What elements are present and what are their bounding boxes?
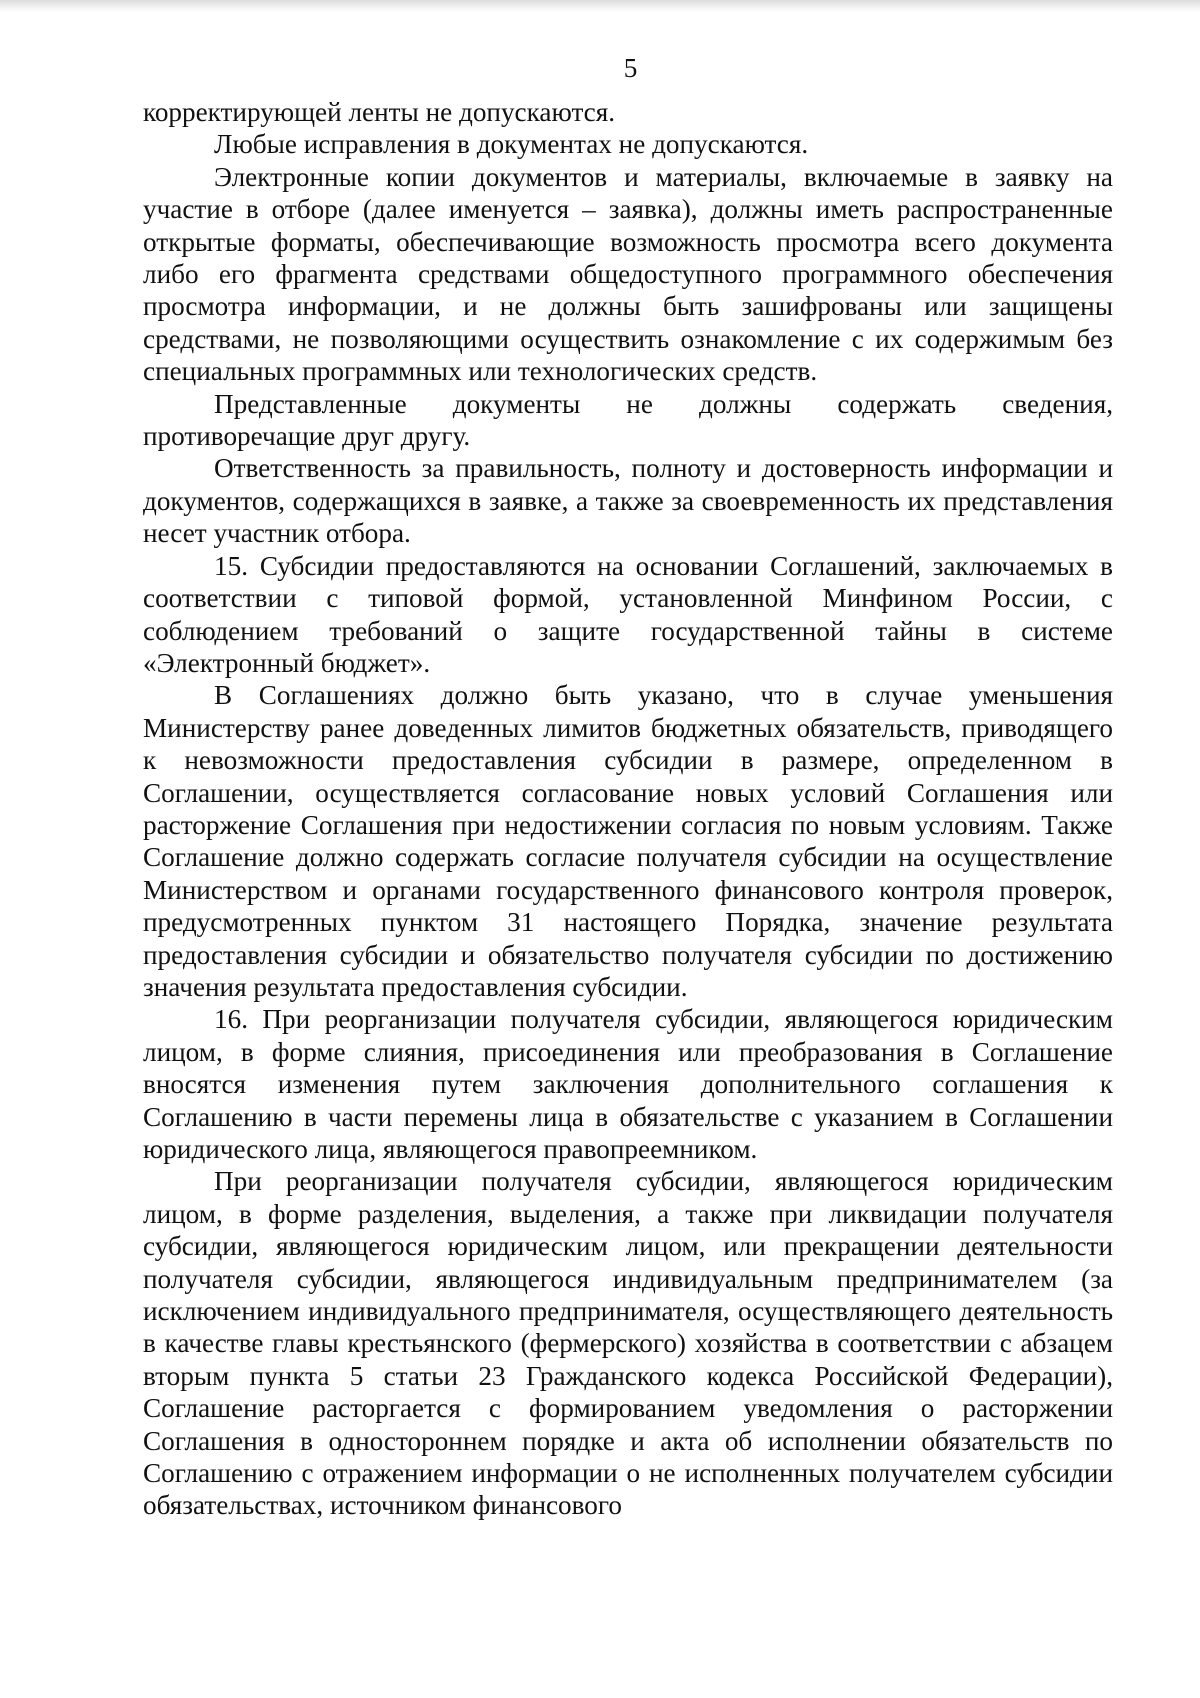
paragraph-continuation: корректирующей ленты не допускаются. xyxy=(143,97,616,127)
paragraph-electronic-copies: Электронные копии документов и материалы, включаемые в заявку на участие в отборе (далее именуется – заявка), должны иметь распространенные открытые форматы, обеспечивающие возможность просмотра всего документа либо его фрагмента средствами общедоступного программного обеспечения просмотра информации, и не должны быть зашифрованы или защищены средствами, не позволяющими осуществить ознакомление с их содержимым без специальных программных или технологических средств. xyxy=(143,161,1113,387)
paragraph-item-15: 15. Субсидии предоставляются на основании Соглашений, заключаемых в соответствии с типовой формой, установленной Минфином России, с соблюдением требований о защите государственной тайны в системе «Электронный бюджет». xyxy=(143,550,1113,678)
scan-top-edge xyxy=(0,0,1200,12)
paragraph-agreements-limits: В Соглашениях должно быть указано, что в случае уменьшения Министерству ранее доведенных лимитов бюджетных обязательств, приводящего к невозможности предоставления субсидии в размере, определенном в Соглашении, осуществляется согласование новых условий Соглашения или расторжение Соглашения при недостижении согласия по новым условиям. Также Соглашение должно содержать согласие получателя субсидии на осуществление Министерством и органами государственного финансового контроля проверок, предусмотренных пунктом 31 настоящего Порядка, значение результата предоставления субсидии и обязательство получателя субсидии по достижению значения результата предоставления субсидии. xyxy=(143,680,1113,1002)
paragraph-no-contradictions: Представленные документы не должны содержать сведения, противоречащие друг другу. xyxy=(143,388,1113,452)
paragraph-reorganization: При реорганизации получателя субсидии, являющегося юридическим лицом, в форме разделения, выделения, а также при ликвидации получателя субсидии, являющегося юридическим лицом, или прекращении деятельности получателя субсидии, являющегося индивидуальным предпринимателем (за исключением индивидуального предпринимателя, осуществляющего деятельность в качестве главы крестьянского (фермерского) хозяйства в соответствии с абзацем вторым пункта 5 статьи 23 Гражданского кодекса Российской Федерации), Соглашение расторгается с формированием уведомления о расторжении Соглашения в одностороннем порядке и акта об исполнении обязательств по Соглашению с отражением информации о не исполненных получателем субсидии обязательствах, источником финансового xyxy=(143,1166,1113,1521)
paragraph-responsibility: Ответственность за правильность, полноту и достоверность информации и документов, содержащихся в заявке, а также за своевременность их представления несет участник отбора. xyxy=(143,453,1113,549)
page-number: 5 xyxy=(623,53,638,83)
paragraph-corrections: Любые исправления в документах не допускаются. xyxy=(214,129,809,160)
paragraph-item-16: 16. При реорганизации получателя субсидии, являющегося юридическим лицом, в форме слияния, присоединения или преобразования в Соглашение вносятся изменения путем заключения дополнительного соглашения к Соглашению в части перемены лица в обязательстве с указанием в Соглашении юридического лица, являющегося правопреемником. xyxy=(143,1004,1113,1164)
document-page xyxy=(143,52,1113,1522)
